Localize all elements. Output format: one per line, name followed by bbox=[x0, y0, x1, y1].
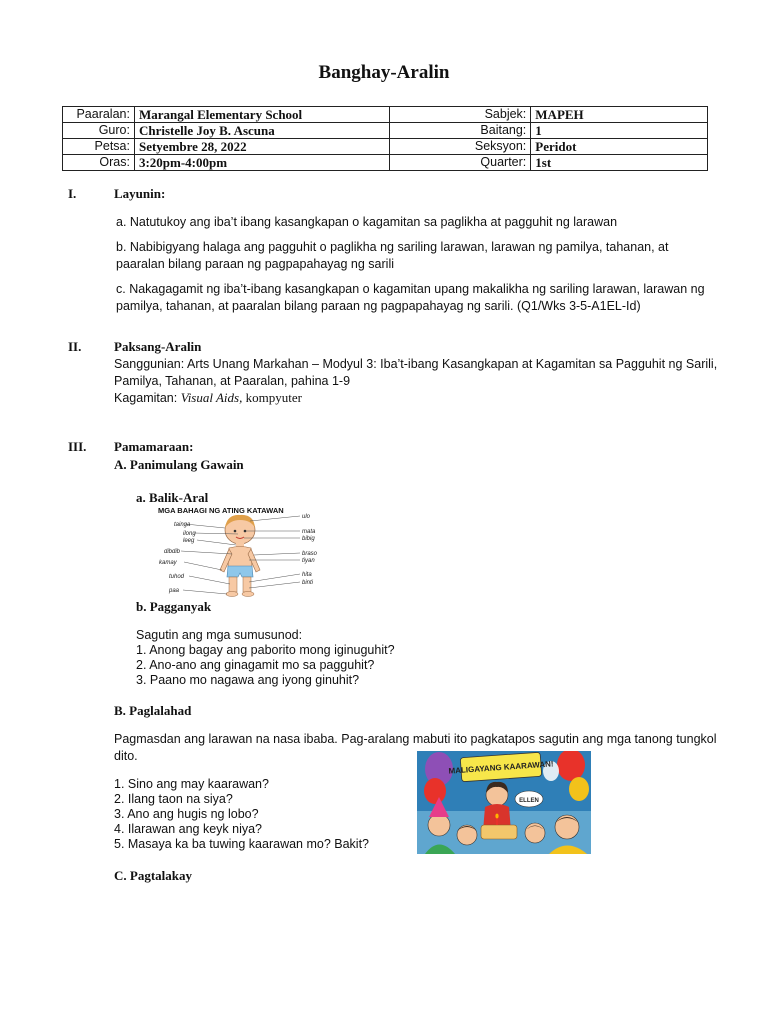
oras-value: 3:20pm-4:00pm bbox=[134, 155, 389, 171]
paaralan-value: Marangal Elementary School bbox=[134, 107, 389, 123]
child-foot-right bbox=[242, 592, 254, 597]
birthday-party-drawing bbox=[417, 751, 591, 854]
balik-aral-title: a. Balik-Aral bbox=[136, 490, 209, 505]
child-eye-right bbox=[244, 530, 247, 533]
body-parts-drawing bbox=[152, 504, 332, 598]
paglalahad-q1: 1. Sino ang may kaarawan? bbox=[114, 777, 269, 791]
label-ilong: ilong bbox=[183, 531, 196, 537]
kagamitan-italic: Visual Aids, bbox=[180, 390, 243, 405]
label-binti: binti bbox=[302, 580, 314, 586]
petsa-label: Petsa: bbox=[63, 139, 135, 155]
label-tiyan: tiyan bbox=[302, 558, 315, 564]
label-leeg: leeg bbox=[183, 538, 195, 544]
label-bibig: bibig bbox=[302, 536, 315, 542]
body-parts-image bbox=[152, 504, 332, 598]
pagganyak-title: b. Pagganyak bbox=[136, 599, 212, 614]
quarter-value: 1st bbox=[531, 155, 708, 171]
document-title: Banghay-Aralin bbox=[318, 62, 450, 83]
paaralan-label: Paaralan: bbox=[63, 107, 135, 123]
subsection-b-title: B. Paglalahad bbox=[114, 703, 192, 718]
section-2-title: Paksang-Aralin bbox=[114, 339, 202, 354]
candle-flame bbox=[495, 814, 498, 819]
subsection-a-title: A. Panimulang Gawain bbox=[114, 457, 244, 472]
child-leg-left bbox=[229, 577, 237, 592]
sanggunian-text: Sanggunian: Arts Unang Markahan – Modyul 3: Iba’t-ibang Kasangkapan at Kagamitan sa Pagguhit ng Sarili, Pamilya, Tahanan, at Paaralan, pahina 1-9 bbox=[114, 357, 718, 388]
pagganyak-intro: Sagutin ang mga sumusunod: bbox=[136, 628, 303, 642]
guest-far-right-head bbox=[555, 815, 579, 839]
pagganyak-q1: 1. Anong bagay ang paborito mong iginuguhit? bbox=[136, 643, 395, 657]
kagamitan-rest: kompyuter bbox=[242, 390, 302, 405]
child-torso bbox=[228, 547, 252, 568]
banner-text: MALIGAYANG KAARAWAN! bbox=[448, 759, 554, 776]
body-chart-title: MGA BAHAGI NG ATING KATAWAN bbox=[158, 506, 284, 515]
petsa-value: Setyembre 28, 2022 bbox=[134, 139, 389, 155]
label-dibdib: dibdib bbox=[164, 549, 181, 555]
cake bbox=[481, 825, 517, 839]
objective-b: b. Nabibigyang halaga ang pagguhit o paglikha ng sariling larawan, larawan ng pamilya, tahanan, at paaralan bilang paraan ng pagpapahayag ng sarili bbox=[116, 240, 669, 271]
baitang-label: Baitang: bbox=[389, 123, 531, 139]
label-braso: braso bbox=[302, 551, 318, 557]
table-row bbox=[63, 139, 708, 155]
paglalahad-q2: 2. Ilang taon na siya? bbox=[114, 792, 233, 806]
sabjek-label: Sabjek: bbox=[389, 107, 531, 123]
guest-left-head bbox=[428, 814, 450, 836]
section-3-number: III. bbox=[68, 439, 87, 454]
label-tainga: tainga bbox=[174, 522, 191, 528]
table-row bbox=[63, 123, 708, 139]
birthday-party-image bbox=[417, 751, 591, 854]
guro-value: Christelle Joy B. Ascuna bbox=[134, 123, 389, 139]
info-table bbox=[62, 106, 708, 171]
paglalahad-q3: 3. Ano ang hugis ng lobo? bbox=[114, 807, 259, 821]
child-leg-right bbox=[243, 577, 251, 592]
objective-c: c. Nakagagamit ng iba’t-ibang kasangkapan o kagamitan upang makalikha ng sariling larawan, larawan ng pamilya, tahanan, at paaralan bilang paraan ng pagpapahayag ng sarili. (Q1/Wks 3-5-A1EL-Id) bbox=[116, 282, 705, 313]
balloon-yellow bbox=[569, 777, 589, 801]
label-ulo: ulo bbox=[302, 514, 311, 520]
label-kamay: kamay bbox=[159, 560, 177, 566]
label-tuhod: tuhod bbox=[169, 574, 185, 580]
quarter-label: Quarter: bbox=[389, 155, 531, 171]
section-3-title: Pamamaraan: bbox=[114, 439, 194, 454]
seksyon-value: Peridot bbox=[531, 139, 708, 155]
table-row bbox=[63, 155, 708, 171]
label-mata: mata bbox=[302, 529, 316, 535]
paglalahad-q5: 5. Masaya ka ba tuwing kaarawan mo? Bakit? bbox=[114, 837, 369, 851]
oras-label: Oras: bbox=[63, 155, 135, 171]
kagamitan-label: Kagamitan: bbox=[114, 391, 181, 405]
paglalahad-intro: Pagmasdan ang larawan na nasa ibaba. Pag-aralang mabuti ito pagkatapos sagutin ang mga tanong tungkol dito. bbox=[114, 732, 717, 763]
pagganyak-q2: 2. Ano-ano ang ginagamit mo sa pagguhit? bbox=[136, 658, 375, 672]
sabjek-value: MAPEH bbox=[531, 107, 708, 123]
section-1-number: I. bbox=[68, 186, 77, 201]
speech-bubble-name: ELLEN bbox=[519, 798, 539, 804]
balloon-red-left bbox=[424, 778, 446, 804]
seksyon-label: Seksyon: bbox=[389, 139, 531, 155]
objective-a: a. Natutukoy ang iba’t ibang kasangkapan o kagamitan sa paglikha at pagguhit ng larawan bbox=[116, 215, 618, 229]
kagamitan-text bbox=[114, 389, 714, 407]
section-2-number: II. bbox=[68, 339, 82, 354]
subsection-c-title: C. Pagtalakay bbox=[114, 868, 192, 883]
child-eye-left bbox=[234, 530, 237, 533]
baitang-value: 1 bbox=[531, 123, 708, 139]
section-1-title: Layunin: bbox=[114, 186, 166, 201]
child-foot-left bbox=[226, 592, 238, 597]
guro-label: Guro: bbox=[63, 123, 135, 139]
guest-mid-head bbox=[457, 825, 477, 845]
paglalahad-q4: 4. Ilarawan ang keyk niya? bbox=[114, 822, 263, 836]
table-row bbox=[63, 107, 708, 123]
child-shorts bbox=[227, 566, 253, 577]
label-hita: hita bbox=[302, 572, 312, 578]
pagganyak-q3: 3. Paano mo nagawa ang iyong ginuhit? bbox=[136, 673, 360, 687]
label-paa: paa bbox=[169, 588, 180, 594]
